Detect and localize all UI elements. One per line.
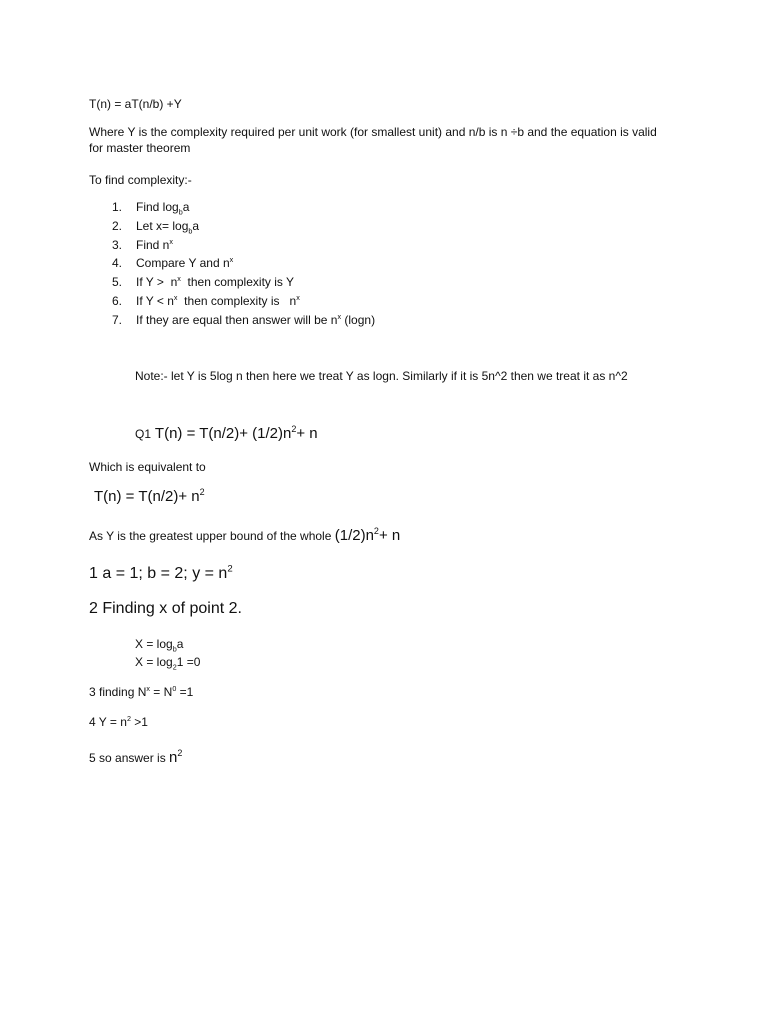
list-item: 1. Find $\log_ba$ <box>112 200 190 217</box>
list-item: 3. Find $n^x$ <box>112 236 173 252</box>
recurrence-line: T(n) = aT(n/b) +Y <box>89 97 182 111</box>
to-find-heading: To find complexity:- <box>89 173 192 187</box>
x-value-line: $X = \log_21 =0$ <box>135 655 201 672</box>
list-item: 5. If $Y > n^x$ then complexity is Y <box>112 274 295 290</box>
equivalent-text: Which is equivalent to <box>89 460 206 474</box>
step5-line: 5 so answer is $n^2$ <box>89 748 183 766</box>
x-log-line: $X = \log_ba$ <box>135 637 184 654</box>
list-item: 7. If they are equal then answer will be $n^x$ (logn) <box>112 311 376 327</box>
note-paragraph: Note:- let Y is 5log n then here we treat Y as logn. Similarly if it is 5n^2 then we treat it as n^2 <box>135 369 628 383</box>
description-paragraph: Where Y is the complexity required per unit work (for smallest unit) and n/b is n ÷b and the equation is valid for master theorem <box>89 125 657 156</box>
q1-line: Q1 $T(n) = T(n/2)+ (1/2)n^2+ n$ <box>135 424 318 442</box>
step3-line: 3 finding $N^x = N^0 =1$ <box>89 684 194 699</box>
step1-line: 1 a = 1; b = 2; $y = n^2$ <box>89 563 233 582</box>
list-item: 6. If $Y < n^x$ then complexity is $n^x$ <box>112 292 300 308</box>
step2-heading: 2 Finding x of point 2. <box>89 600 242 617</box>
upper-bound-line: As Y is the greatest upper bound of the whole $(1/2)n^2+ n$ <box>89 526 401 544</box>
step4-line: 4 $Y = n^2 >1$ <box>89 714 148 729</box>
list-item: 2. Let $x= \log_ba$ <box>112 218 200 236</box>
equivalent-equation: $T(n) = T(n/2)+ n^2$ <box>94 487 205 505</box>
list-item: 4. Compare Y and $n^x$ <box>112 255 234 271</box>
steps-list <box>112 199 375 331</box>
